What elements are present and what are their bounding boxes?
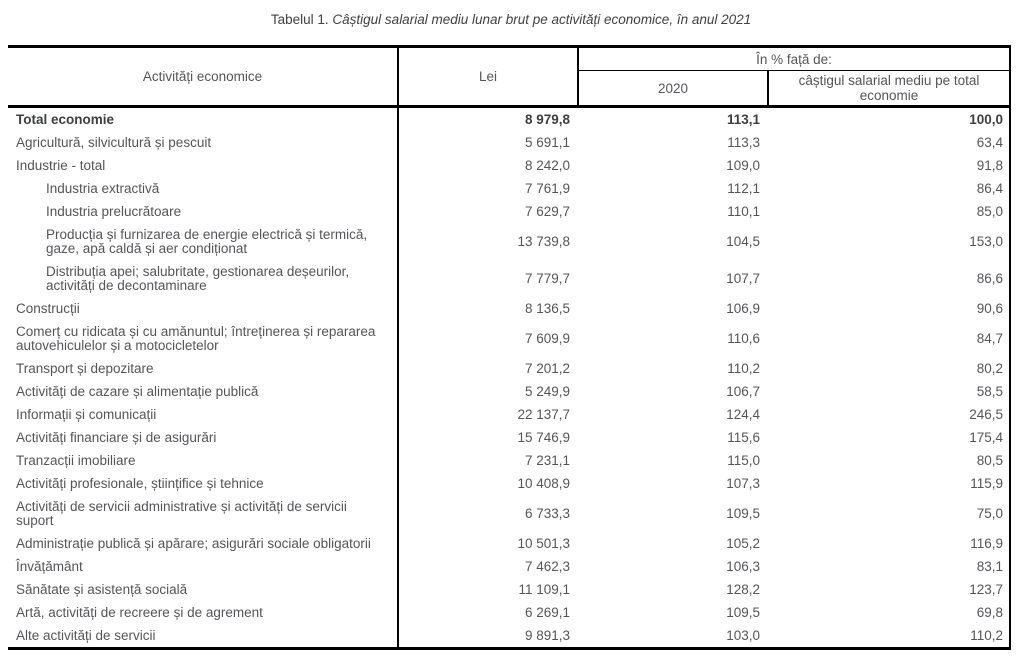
- pct-total-value: 90,6: [976, 300, 1003, 316]
- table-row: [8, 403, 1010, 426]
- lei-value: 13 739,8: [517, 233, 570, 249]
- activity-label: Sănătate și asistență socială: [8, 578, 398, 601]
- lei-value: 8 979,8: [524, 111, 570, 127]
- pct-total-value: 85,0: [976, 203, 1003, 219]
- table-row: [8, 380, 1010, 403]
- activity-label: Învățământ: [8, 555, 398, 578]
- pct-2020-value: 110,2: [727, 360, 760, 376]
- activity-label: Informații și comunicații: [8, 403, 398, 426]
- table-header: [8, 47, 1010, 107]
- pct-2020-value: 113,1: [726, 111, 760, 127]
- pct-2020-value: 106,7: [726, 383, 760, 399]
- activity-label: Activități financiare și de asigurări: [8, 426, 398, 449]
- activity-label: Distribuția apei; salubritate, gestionarea deșeurilor, activități de decontaminare: [8, 260, 398, 297]
- table-row: [8, 320, 1010, 357]
- pct-2020-value: 104,5: [726, 233, 760, 249]
- lei-value: 8 136,5: [524, 300, 570, 316]
- lei-value: 7 231,1: [524, 452, 570, 468]
- pct-2020-value: 109,0: [726, 157, 760, 173]
- pct-2020-value: 128,2: [726, 581, 760, 597]
- pct-total-value: 116,9: [970, 535, 1003, 551]
- lei-value: 5 249,9: [524, 383, 570, 399]
- activity-label: Producția și furnizarea de energie electrică și termică, gaze, apă caldă și aer condiționat: [8, 223, 398, 260]
- col-header-pct-total: câștigul salarial mediu pe total economie: [768, 71, 1010, 107]
- table-row: [8, 154, 1010, 177]
- lei-value: 7 462,3: [524, 558, 570, 574]
- pct-total-value: 63,4: [976, 134, 1003, 150]
- pct-total-value: 84,7: [976, 330, 1003, 346]
- table-row: [8, 555, 1010, 578]
- col-header-pct-group: În % față de:: [578, 47, 1010, 71]
- page-title-prefix: Tabelul 1.: [270, 12, 329, 27]
- pct-2020-value: 115,0: [727, 452, 760, 468]
- lei-value: 7 761,9: [524, 180, 570, 196]
- lei-value: 7 201,2: [524, 360, 570, 376]
- lei-value: 22 137,7: [517, 406, 570, 422]
- lei-value: 11 109,1: [518, 581, 570, 597]
- pct-total-value: 100,0: [969, 111, 1003, 127]
- table-row: [8, 131, 1010, 154]
- pct-total-value: 80,5: [976, 452, 1003, 468]
- pct-total-value: 175,4: [969, 429, 1003, 445]
- activity-label: Tranzacții imobiliare: [8, 449, 398, 472]
- pct-total-value: 69,8: [976, 604, 1003, 620]
- activity-label: Industrie - total: [8, 154, 398, 177]
- table-row: [8, 260, 1010, 297]
- pct-2020-value: 110,6: [727, 330, 760, 346]
- col-header-2020: 2020: [578, 71, 768, 107]
- pct-2020-value: 110,1: [727, 203, 760, 219]
- table-row: [8, 357, 1010, 380]
- col-header-lei: Lei: [398, 47, 578, 107]
- lei-value: 6 733,3: [524, 505, 570, 521]
- table-row: [8, 426, 1010, 449]
- pct-total-value: 80,2: [976, 360, 1003, 376]
- activity-label: Total economie: [8, 107, 398, 132]
- pct-2020-value: 113,3: [727, 134, 760, 150]
- pct-2020-value: 106,3: [726, 558, 760, 574]
- lei-value: 7 629,7: [524, 203, 570, 219]
- activity-label: Transport și depozitare: [8, 357, 398, 380]
- pct-2020-value: 124,4: [726, 406, 760, 422]
- table-row: [8, 532, 1010, 555]
- table-row: [8, 601, 1010, 624]
- pct-2020-value: 107,7: [726, 270, 760, 286]
- pct-total-value: 58,5: [976, 383, 1003, 399]
- lei-value: 5 691,1: [524, 134, 570, 150]
- lei-value: 10 408,9: [517, 475, 570, 491]
- table-row: [8, 472, 1010, 495]
- activity-label: Activități de servicii administrative și activități de servicii suport: [8, 495, 398, 532]
- pct-2020-value: 109,5: [726, 505, 760, 521]
- pct-total-value: 110,2: [970, 627, 1003, 643]
- lei-value: 8 242,0: [524, 157, 570, 173]
- lei-value: 7 609,9: [524, 330, 570, 346]
- table-row: [8, 200, 1010, 223]
- activity-label: Activități de cazare și alimentație publică: [8, 380, 398, 403]
- pct-total-value: 123,7: [969, 581, 1003, 597]
- activity-label: Administrație publică și apărare; asigurări sociale obligatorii: [8, 532, 398, 555]
- pct-total-value: 153,0: [969, 233, 1003, 249]
- pct-2020-value: 112,1: [727, 180, 760, 196]
- table-row: [8, 177, 1010, 200]
- activity-label: Industria prelucrătoare: [8, 200, 398, 223]
- lei-value: 10 501,3: [517, 535, 570, 551]
- activity-label: Activități profesionale, științifice și tehnice: [8, 472, 398, 495]
- pct-2020-value: 107,3: [726, 475, 760, 491]
- table-row: [8, 578, 1010, 601]
- table-body: [8, 107, 1010, 649]
- pct-total-value: 91,8: [976, 157, 1003, 173]
- pct-total-value: 86,6: [976, 270, 1003, 286]
- pct-2020-value: 105,2: [726, 535, 760, 551]
- activity-label: Alte activități de servicii: [8, 624, 398, 649]
- pct-2020-value: 106,9: [726, 300, 760, 316]
- salary-table: [8, 45, 1011, 650]
- activity-label: Industria extractivă: [8, 177, 398, 200]
- lei-value: 7 779,7: [524, 270, 570, 286]
- pct-2020-value: 115,6: [727, 429, 760, 445]
- lei-value: 9 891,3: [524, 627, 570, 643]
- table-row: [8, 624, 1010, 649]
- lei-value: 6 269,1: [524, 604, 570, 620]
- table-row: [8, 297, 1010, 320]
- lei-value: 15 746,9: [517, 429, 570, 445]
- table-row: [8, 495, 1010, 532]
- pct-total-value: 115,9: [970, 475, 1003, 491]
- col-header-activities: Activități economice: [8, 47, 398, 107]
- activity-label: Comerț cu ridicata și cu amănuntul; întreținerea și repararea autovehiculelor și a motocicletelor: [8, 320, 398, 357]
- pct-2020-value: 109,5: [726, 604, 760, 620]
- pct-total-value: 75,0: [976, 505, 1003, 521]
- table-row: [8, 107, 1010, 132]
- activity-label: Artă, activități de recreere și de agrement: [8, 601, 398, 624]
- pct-total-value: 83,1: [976, 558, 1003, 574]
- pct-total-value: 86,4: [976, 180, 1003, 196]
- table-row: [8, 449, 1010, 472]
- page-title-italic: Câștigul salarial mediu lunar brut pe activități economice, în anul 2021: [332, 12, 752, 27]
- table-row: [8, 223, 1010, 260]
- activity-label: Agricultură, silvicultură și pescuit: [8, 131, 398, 154]
- pct-total-value: 246,5: [969, 406, 1003, 422]
- pct-2020-value: 103,0: [726, 627, 760, 643]
- page-title: [0, 0, 1022, 28]
- activity-label: Construcții: [8, 297, 398, 320]
